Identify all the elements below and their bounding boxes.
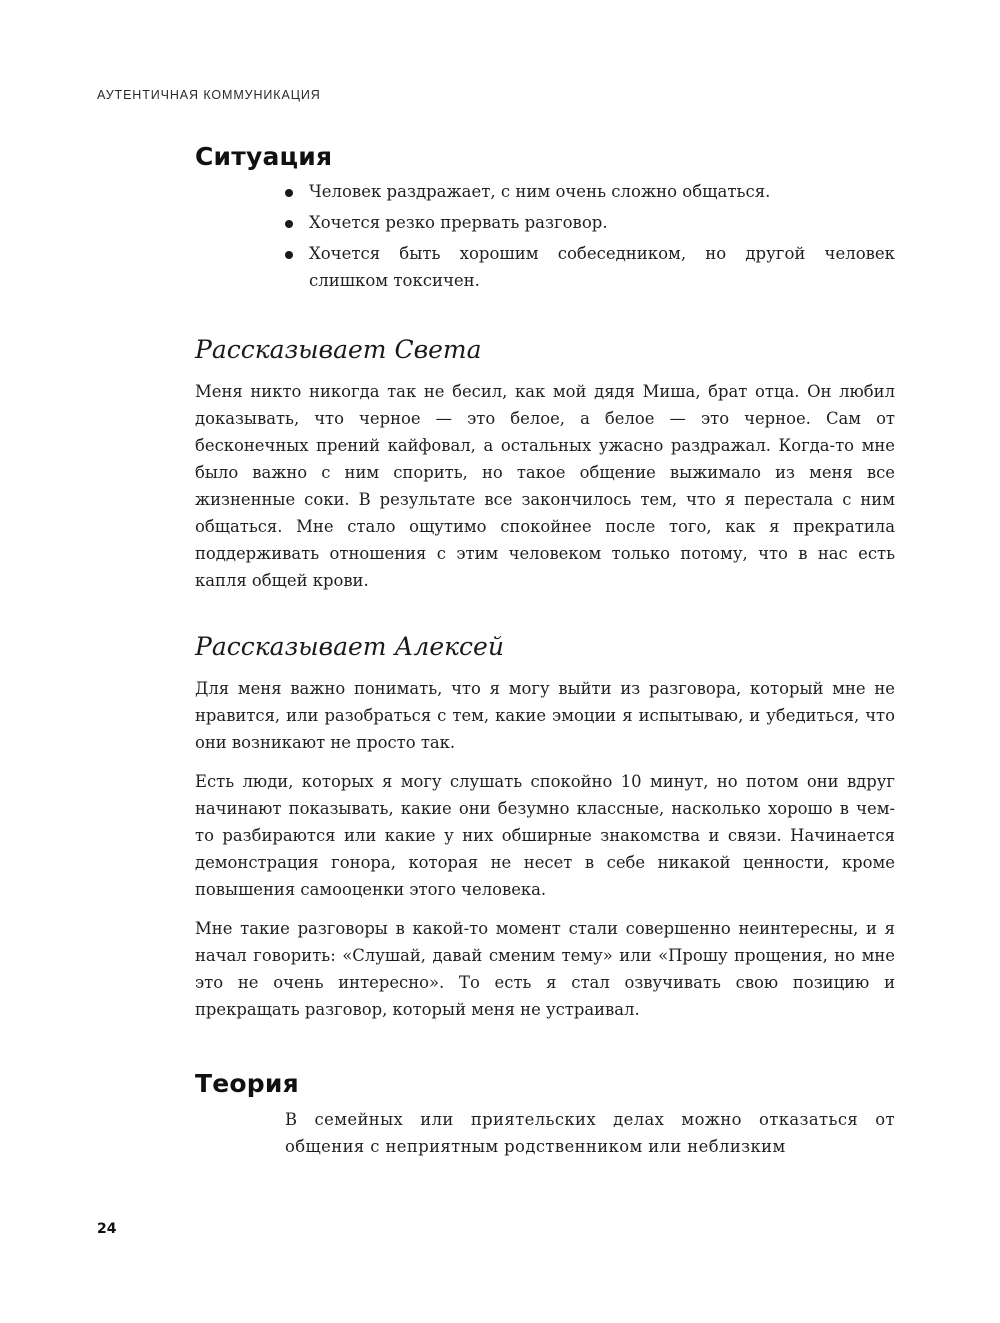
situation-bullet: Хочется быть хорошим собеседником, но другой человек слишком токсичен.: [285, 240, 895, 294]
story-sveta-paragraph: Меня никто никогда так не бесил, как мой дядя Миша, брат отца. Он любил доказывать, что черное — это белое, а белое — это черное. Сам от бесконечных прений кайфовал, а остальных ужасно раздражал. Когда-то мне было важно с ним спорить, но такое общение выжимало из меня все жизненные соки. В результате все закончилось тем, что я перестала с ним общаться. Мне стало ощутимо спокойнее после того, как я прекратила поддерживать отношения с этим человеком только потому, что в нас есть капля общей крови.: [195, 382, 895, 590]
situation-heading: Ситуация: [195, 142, 333, 171]
theory-heading: Теория: [195, 1069, 299, 1098]
story-sveta-heading: Рассказывает Света: [195, 335, 482, 364]
running-head: АУТЕНТИЧНАЯ КОММУНИКАЦИЯ: [97, 88, 321, 102]
story-aleksey-paragraph: Мне такие разговоры в какой-то момент стали совершенно неинтересны, и я начал говорить: «Слушай, давай сменим тему» или «Прошу прощения, но мне это не очень интересно». То есть я стал озвучивать свою позицию и прекращать разговор, который меня не устраивал.: [195, 919, 895, 1019]
situation-list: [195, 178, 895, 294]
story-aleksey-paragraph: Для меня важно понимать, что я могу выйти из разговора, который мне не нравится, или разобраться с тем, какие эмоции я испытываю, и убедиться, что они возникают не просто так.: [195, 679, 895, 752]
story-aleksey-heading: Рассказывает Алексей: [195, 632, 504, 661]
page-number: 24: [97, 1221, 117, 1237]
theory-paragraph: В семейных или приятельских делах можно отказаться от общения с неприятным родственником или неблизким: [285, 1110, 895, 1156]
situation-bullet: Человек раздражает, с ним очень сложно общаться.: [285, 178, 895, 205]
story-aleksey-paragraph: Есть люди, которых я могу слушать спокойно 10 минут, но потом они вдруг начинают показывать, какие они безумно классные, насколько хорошо в чем-то разбираются или какие у них обширные знакомства и связи. Начинается демонстрация гонора, которая не несет в себе никакой ценности, кроме повышения самооценки этого человека.: [195, 772, 895, 899]
situation-bullet: Хочется резко прервать разговор.: [285, 209, 895, 236]
page-content: [195, 142, 895, 1160]
